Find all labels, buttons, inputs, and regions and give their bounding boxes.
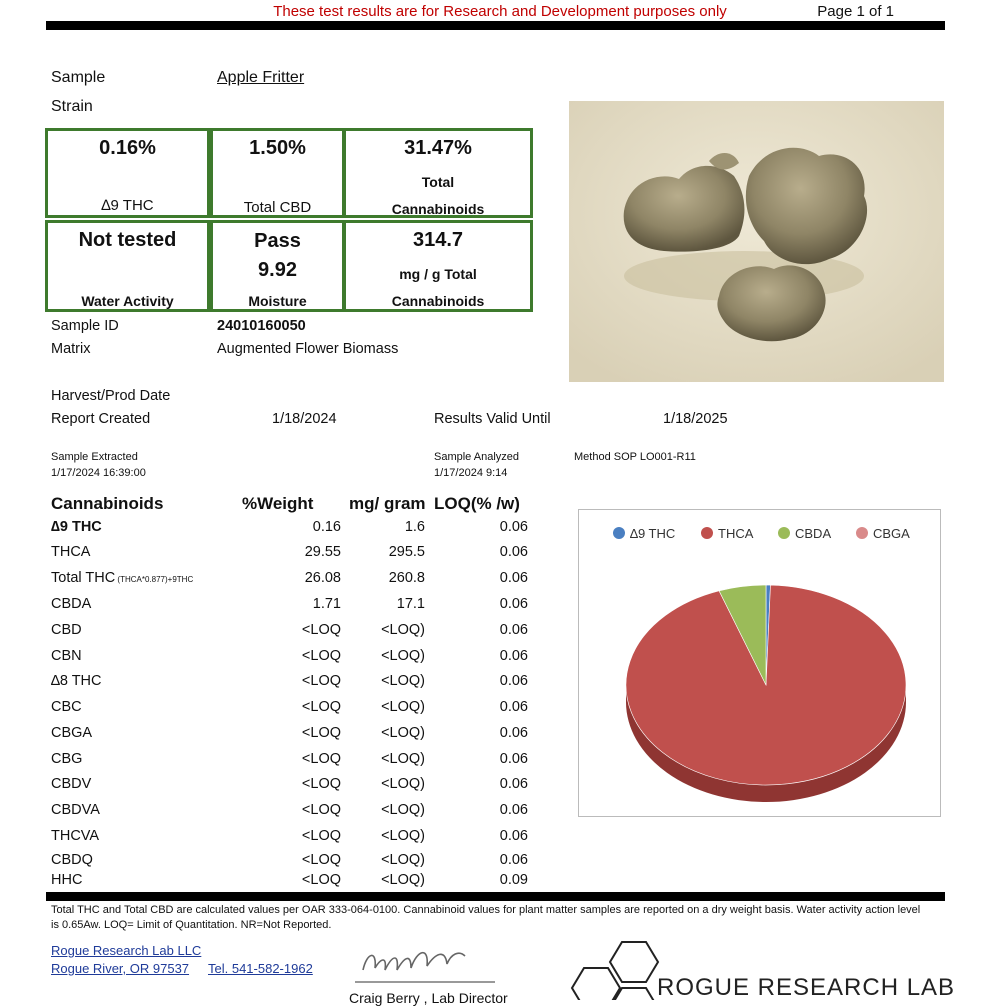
sample-analyzed (434, 449, 519, 481)
row-name: CBDA (51, 596, 92, 612)
row-name: THCVA (51, 828, 100, 844)
row-weight: <LOQ (301, 828, 341, 844)
row-mg: <LOQ) (381, 622, 425, 638)
row-weight: <LOQ (301, 852, 341, 868)
lab-phone-link[interactable]: Tel. 541-582-1962 (208, 961, 313, 976)
row-mg: <LOQ) (381, 802, 425, 818)
row-weight: <LOQ (301, 648, 341, 664)
sample-label: Sample (51, 69, 106, 86)
row-mg: 260.8 (388, 570, 425, 586)
row-loq: 0.06 (499, 776, 528, 792)
row-weight: <LOQ (301, 673, 341, 689)
mg-label-2: Cannabinoids (391, 293, 485, 309)
mg-value: 314.7 (412, 229, 464, 251)
row-weight: <LOQ (301, 776, 341, 792)
lab-logo-text: ROGUE RESEARCH LAB (657, 974, 956, 1001)
row-weight: 0.16 (312, 519, 341, 535)
method-text: Method SOP LO001-R11 (574, 451, 696, 463)
hexagon-logo-icon (570, 940, 665, 1000)
legend-label: ∆9 THC (630, 526, 676, 541)
thc-value: 0.16% (99, 137, 156, 159)
row-mg: <LOQ) (381, 648, 425, 664)
row-weight: <LOQ (301, 802, 341, 818)
legend-label: THCA (718, 526, 754, 541)
row-loq: 0.06 (499, 802, 528, 818)
legend-swatch (856, 527, 868, 539)
report-created-value: 1/18/2024 (272, 411, 337, 427)
row-mg: <LOQ) (381, 828, 425, 844)
row-loq: 0.06 (499, 622, 528, 638)
results-valid-value: 1/18/2025 (663, 411, 728, 427)
th-cannabinoids: Cannabinoids (51, 494, 164, 513)
row-mg: <LOQ) (381, 852, 425, 868)
strain-value: Apple Fritter (217, 69, 305, 86)
top-divider (46, 21, 945, 30)
matrix-label: Matrix (51, 341, 91, 357)
row-name: CBG (51, 751, 83, 767)
row-weight: 26.08 (304, 570, 341, 586)
thc-box (45, 128, 210, 218)
row-loq: 0.06 (499, 544, 528, 560)
harvest-label: Harvest/Prod Date (51, 388, 171, 404)
row-name: CBC (51, 699, 82, 715)
row-mg: <LOQ) (381, 872, 425, 888)
total-cannabinoids-box (343, 128, 533, 218)
row-loq: 0.06 (499, 596, 528, 612)
legend-swatch (613, 527, 625, 539)
results-valid-label: Results Valid Until (434, 411, 551, 427)
moisture-label: Moisture (248, 293, 307, 309)
row-loq: 0.06 (499, 852, 528, 868)
row-weight: <LOQ (301, 699, 341, 715)
cbd-value: 1.50% (249, 137, 306, 159)
row-mg: <LOQ) (381, 776, 425, 792)
sample-extracted (51, 449, 146, 481)
moisture-box (210, 220, 345, 312)
cannabinoid-pie-chart (578, 509, 941, 817)
row-mg: 1.6 (404, 519, 425, 535)
signature-image (355, 940, 495, 985)
row-loq: 0.06 (499, 673, 528, 689)
row-weight: 1.71 (312, 596, 341, 612)
row-loq: 0.09 (499, 872, 528, 888)
thc-label: ∆9 THC (101, 197, 154, 214)
lab-name-link[interactable]: Rogue Research Lab LLC (51, 943, 202, 958)
row-weight: <LOQ (301, 751, 341, 767)
legend-swatch (701, 527, 713, 539)
row-loq: 0.06 (499, 648, 528, 664)
row-weight: 29.55 (304, 544, 341, 560)
row-weight: <LOQ (301, 622, 341, 638)
mg-label-1: mg / g Total (399, 266, 477, 282)
page-number: Page 1 of 1 (817, 3, 894, 20)
row-note: (THCA*0.877)+9THC (115, 575, 194, 584)
research-notice: These test results are for Research and Development purposes only (273, 3, 727, 20)
strain-label: Strain (51, 98, 93, 115)
row-name: CBDV (51, 776, 92, 792)
cbd-label: Total CBD (243, 199, 312, 216)
water-label: Water Activity (81, 293, 174, 309)
th-weight: %Weight (242, 494, 314, 513)
legend-label: CBGA (873, 526, 910, 541)
sample-photo (569, 101, 944, 382)
row-mg: <LOQ) (381, 673, 425, 689)
row-loq: 0.06 (499, 519, 528, 535)
row-loq: 0.06 (499, 725, 528, 741)
row-loq: 0.06 (499, 570, 528, 586)
extracted-label: Sample Extracted (51, 451, 138, 463)
row-mg: 295.5 (388, 544, 425, 560)
total-label-1: Total (421, 174, 455, 190)
report-created-label: Report Created (51, 411, 151, 427)
moisture-status: Pass (254, 230, 301, 252)
lab-director: Craig Berry , Lab Director (349, 990, 508, 1006)
row-name: Total THC (THCA*0.877)+9THC (51, 570, 194, 586)
row-mg: <LOQ) (381, 725, 425, 741)
sample-id-label: Sample ID (51, 318, 119, 334)
total-label-2: Cannabinoids (391, 201, 485, 217)
row-name: CBN (51, 648, 82, 664)
row-loq: 0.06 (499, 699, 528, 715)
flower-illustration (569, 101, 944, 382)
row-mg: 17.1 (396, 596, 425, 612)
legend-swatch (778, 527, 790, 539)
matrix-value: Augmented Flower Biomass (217, 341, 399, 357)
mg-total-box (343, 220, 533, 312)
row-mg: <LOQ) (381, 699, 425, 715)
row-name: CBGA (51, 725, 93, 741)
row-weight: <LOQ (301, 725, 341, 741)
row-name: CBDQ (51, 852, 93, 868)
pie-svg (579, 510, 940, 816)
row-name: ∆8 THC (51, 673, 102, 689)
moisture-value: 9.92 (258, 259, 297, 281)
row-weight: <LOQ (301, 872, 341, 888)
extracted-value: 1/17/2024 16:39:00 (51, 467, 146, 479)
lab-address-link[interactable]: Rogue River, OR 97537 (51, 961, 190, 976)
row-name: CBDVA (51, 802, 100, 818)
water-value: Not tested (78, 229, 177, 251)
row-name: HHC (51, 872, 83, 888)
th-mg-gram: mg/ gram (349, 494, 426, 513)
cbd-box (210, 128, 345, 218)
row-loq: 0.06 (499, 751, 528, 767)
row-loq: 0.06 (499, 828, 528, 844)
row-name: THCA (51, 544, 91, 560)
analyzed-label: Sample Analyzed (434, 451, 519, 463)
summary-boxes (45, 128, 533, 312)
row-name: ∆9 THC (51, 519, 102, 535)
bottom-divider (46, 892, 945, 901)
th-loq: LOQ(% /w) (434, 494, 520, 513)
legend-label: CBDA (795, 526, 832, 541)
water-activity-box (45, 220, 210, 312)
total-value: 31.47% (404, 137, 472, 159)
analyzed-value: 1/17/2024 9:14 (434, 467, 508, 479)
row-mg: <LOQ) (381, 751, 425, 767)
sample-id-value: 24010160050 (217, 318, 306, 334)
row-name: CBD (51, 622, 82, 638)
footer-note: Total THC and Total CBD are calculated values per OAR 333-064-0100. Cannabinoid values for plant matter samples are reported on a dry weight basis. Water activity action level is 0.65Aw. LOQ= Limit of Quantitation. NR=Not Reported. (51, 904, 921, 931)
